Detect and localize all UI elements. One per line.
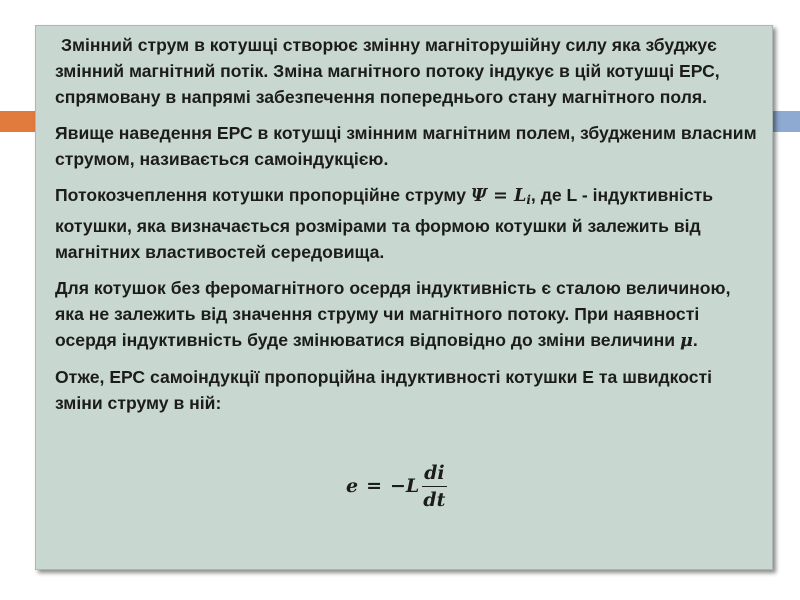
equals-sign: = — [486, 185, 514, 206]
content-panel — [35, 25, 773, 570]
paragraph-emf-conclusion: Отже, ЕРС самоіндукції пропорційна індуктивності котушки Е та швидкості зміни струму в ній: — [55, 367, 713, 413]
slide-text — [55, 32, 763, 426]
paragraph-alternating-current: Змінний струм в котушці створює змінну магніторушійну силу яка збуджує змінний магнітний потік. Зміна магнітного потоку індукує в цій котушці ЕРС, спрямовану в напрямі забезпечення попереднього стану магнітного поля. — [55, 35, 720, 107]
flux-formula — [471, 185, 531, 206]
formula-equals: = — [366, 475, 383, 497]
mu-symbol: μ — [679, 330, 693, 351]
formula-denominator: dt — [423, 488, 446, 511]
self-induction-formula — [346, 458, 447, 514]
flux-text-end: , де L - індуктивність котушки, яка визначається розмірами та формою котушки й залежить від магнітних властивостей середовища. — [55, 185, 714, 262]
left-accent-stripe — [0, 111, 35, 132]
core-text-start: Для котушок без феромагнітного осердя індуктивність є сталою величиною, яка не залежить від значення струму чи магнітного потоку. При наявності осердя індуктивність буде змінюватися відповідно до зміни величини — [55, 278, 731, 350]
paragraph-inductance-core — [55, 275, 763, 354]
formula-e: e — [346, 475, 359, 497]
right-accent-stripe — [773, 111, 800, 132]
paragraph-self-induction-definition: Явище наведення ЕРС в котушці змінним магнітним полем, збудженим власним струмом, називається самоіндукцією. — [55, 123, 757, 169]
psi-symbol: Ψ — [470, 185, 487, 206]
formula-fraction — [421, 462, 447, 511]
core-text-end: . — [692, 330, 698, 350]
formula-numerator: di — [422, 462, 447, 487]
i-subscript: i — [526, 193, 531, 207]
formula-minus-l: −L — [390, 475, 420, 497]
paragraph-flux-linkage — [55, 182, 763, 265]
l-symbol: L — [513, 185, 527, 206]
flux-text-start: Потокозчеплення котушки пропорційне струму — [55, 185, 471, 205]
